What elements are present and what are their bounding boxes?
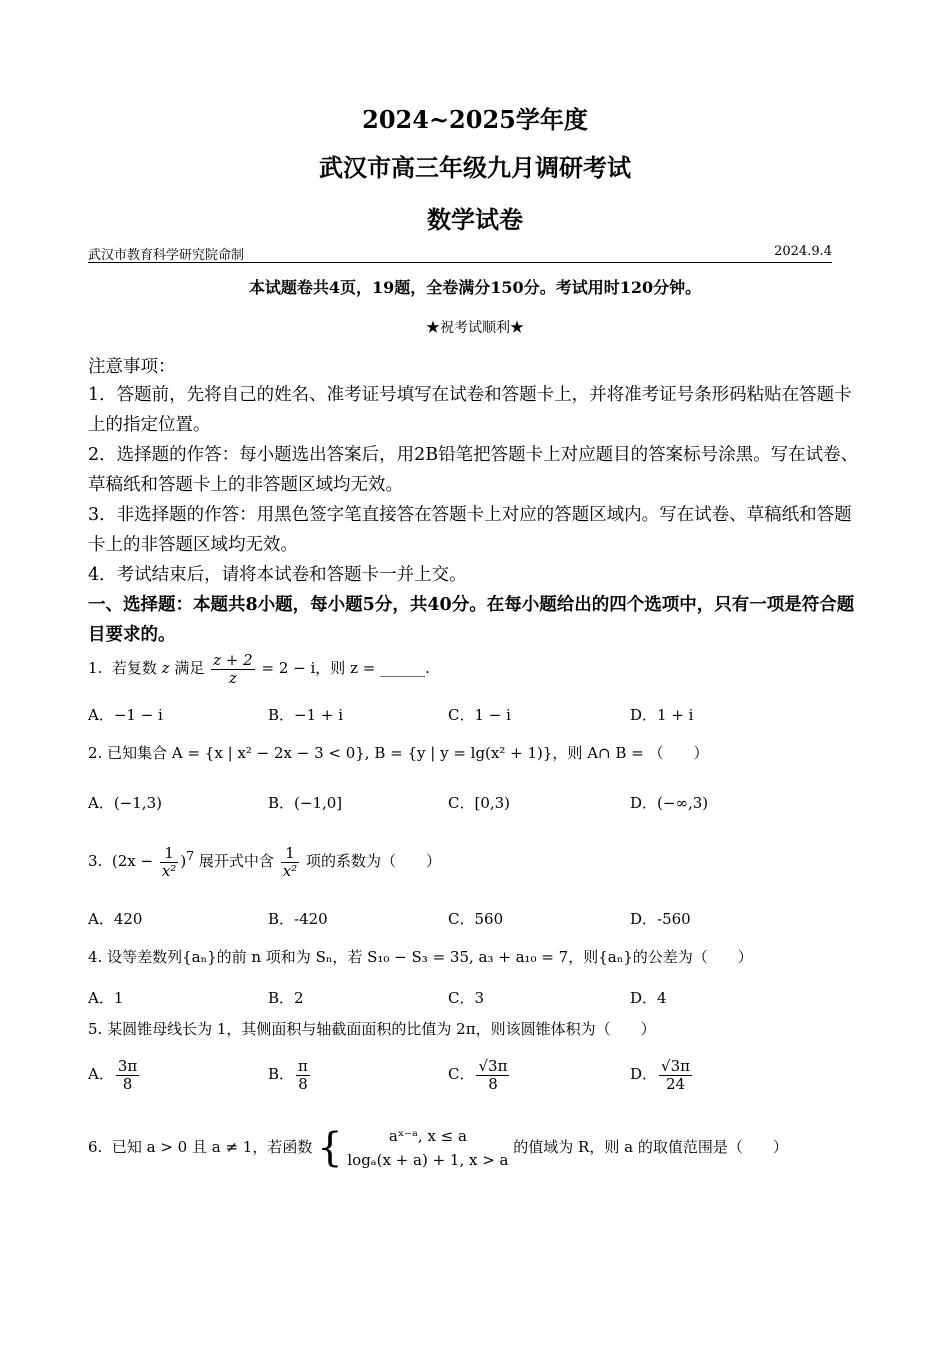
option-a: A．−1 − i [88,706,163,724]
option-a: A．420 [88,910,143,928]
exam-info: 本试题卷共4页，19题，全卷满分150分。考试用时120分钟。 [248,278,702,297]
exam-date: 2024.9.4 [774,244,832,259]
option-a: A．(−1,3) [88,794,162,812]
question-3: 3. (2x − $\frac{1}{\text{x²}}$ )$^7$ 展开式中含 $\frac{1}{\text{x²}}$ 项的系数为（ ） [88,844,441,880]
option-d: D．4 [630,989,667,1007]
fraction: $\frac{1}{\text{x²}}$ [161,844,177,880]
header-rule [88,262,832,263]
option-c: C． $\frac{√3\pi}{8}$ [448,1057,508,1093]
notes-heading: 注意事项： [88,357,176,377]
note-item: 2．选择题的作答：每小题选出答案后，用2B铅笔把答题卡上对应题目的答案标号涂黑。写在试卷、草稿纸和答题卡上的非答题区域均无效。 [88,445,859,495]
option-c: C．1 − i [448,706,511,724]
option-b: B． $\frac{\pi}{8}$ [268,1057,308,1093]
option-b: B．−1 + i [268,706,344,724]
fraction: $\frac{z + 2}{z}$ [213,651,253,687]
title-exam: 武汉市高三年级九月调研考试 [319,153,631,182]
question-4: 4. 设等差数列{aₙ}的前 n 项和为 Sₙ，若 S₁₀ − S₃ = 35, a₃ + a₁₀ = 7，则{aₙ}的公差为（ ） [88,948,753,966]
title-year: 2024~2025学年度 [362,105,588,134]
question-2: 2. 已知集合 A = {x | x² − 2x − 3 < 0}, B = {y | y = lg(x² + 1)}，则 A∩ B = （ ） [88,744,709,762]
piecewise: aˣ⁻ᵃ, x ≤ a logₐ(x + a) + 1, x > a [347,1127,509,1169]
option-b: B．2 [268,989,304,1007]
good-luck-note: ★祝考试顺利★ [426,320,524,336]
option-c: C．560 [448,910,504,928]
question-1: 1. 若复数 z 满足 $\frac{z + 2}{z}$ = 2 − i，则 z = ______. [88,651,430,687]
brace: { [317,1125,343,1171]
institution: 武汉市教育科学研究院命制 [88,248,245,263]
option-a: A． $\frac{3\pi}{8}$ [88,1057,138,1093]
option-d: D． $\frac{√3\pi}{24}$ [630,1057,690,1093]
note-item: 1．答题前，先将自己的姓名、准考证号填写在试卷和答题卡上，并将准考证号条形码粘贴在答题卡上的指定位置。 [88,385,852,435]
note-item: 3．非选择题的作答：用黑色签字笔直接答在答题卡上对应的答题区域内。写在试卷、草稿纸和答题卡上的非答题区域均无效。 [88,505,852,555]
option-a: A．1 [88,989,124,1007]
option-c: C．3 [448,989,485,1007]
question-6: 6. 已知 a > 0 且 a ≠ 1，若函数 { aˣ⁻ᵃ, x ≤ a logₐ(x + a) + 1, x > a 的值域为 R，则 a 的取值范围是（ ） [88,1125,788,1171]
option-b: B．(−1,0] [268,794,343,812]
option-d: D．1 + i [630,706,694,724]
fraction: $\frac{1}{\text{x²}}$ [282,844,298,880]
option-b: B．-420 [268,910,328,928]
option-d: D．(−∞,3) [630,794,709,812]
question-5: 5. 某圆锥母线长为 1，其侧面积与轴截面面积的比值为 2π，则该圆锥体积为（ ） [88,1020,656,1038]
option-c: C．[0,3) [448,794,511,812]
note-item: 4．考试结束后，请将本试卷和答题卡一并上交。 [88,565,467,585]
section-heading: 一、选择题：本题共8小题，每小题5分，共40分。在每小题给出的四个选项中，只有一项是符合题目要求的。 [88,595,855,645]
title-subject: 数学试卷 [427,205,523,234]
option-d: D．-560 [630,910,691,928]
